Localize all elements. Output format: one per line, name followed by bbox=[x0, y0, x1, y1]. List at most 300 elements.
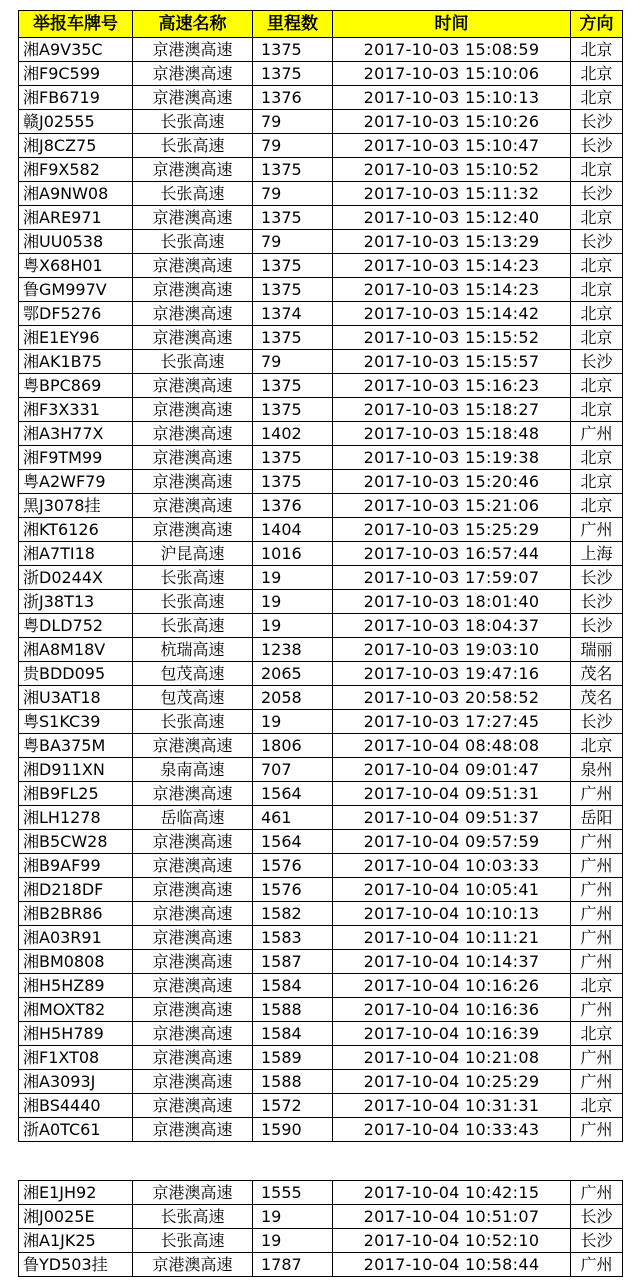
table-row bbox=[19, 1205, 623, 1229]
highway-cell: 长张高速 bbox=[133, 350, 253, 374]
table-row bbox=[19, 542, 623, 566]
highway-cell: 长张高速 bbox=[133, 1205, 253, 1229]
mileage-cell: 1375 bbox=[253, 278, 333, 302]
table-row bbox=[19, 1181, 623, 1205]
mileage-cell: 1238 bbox=[253, 638, 333, 662]
mileage-cell: 1375 bbox=[253, 62, 333, 86]
direction-cell: 长沙 bbox=[571, 566, 623, 590]
direction-cell: 广州 bbox=[571, 998, 623, 1022]
direction-cell: 广州 bbox=[571, 1118, 623, 1142]
highway-cell: 京港澳高速 bbox=[133, 38, 253, 62]
mileage-cell: 1584 bbox=[253, 974, 333, 998]
plate-cell: 湘ARE971 bbox=[19, 206, 133, 230]
time-cell: 2017-10-04 10:16:36 bbox=[333, 998, 571, 1022]
mileage-cell: 1375 bbox=[253, 206, 333, 230]
direction-cell: 广州 bbox=[571, 782, 623, 806]
plate-cell: 湘AK1B75 bbox=[19, 350, 133, 374]
time-cell: 2017-10-03 15:14:23 bbox=[333, 278, 571, 302]
mileage-cell: 1572 bbox=[253, 1094, 333, 1118]
mileage-cell: 1583 bbox=[253, 926, 333, 950]
plate-cell: 湘MOXT82 bbox=[19, 998, 133, 1022]
table-row bbox=[19, 662, 623, 686]
mileage-cell: 79 bbox=[253, 110, 333, 134]
direction-cell: 北京 bbox=[571, 302, 623, 326]
plate-cell: 湘B5CW28 bbox=[19, 830, 133, 854]
table-row bbox=[19, 62, 623, 86]
table-row bbox=[19, 38, 623, 62]
direction-cell: 北京 bbox=[571, 158, 623, 182]
mileage-cell: 1806 bbox=[253, 734, 333, 758]
direction-cell: 长沙 bbox=[571, 710, 623, 734]
table-row bbox=[19, 734, 623, 758]
time-cell: 2017-10-04 10:33:43 bbox=[333, 1118, 571, 1142]
time-cell: 2017-10-04 10:16:39 bbox=[333, 1022, 571, 1046]
table-row bbox=[19, 686, 623, 710]
plate-cell: 浙D0244X bbox=[19, 566, 133, 590]
table-row bbox=[19, 1229, 623, 1253]
table-row bbox=[19, 782, 623, 806]
time-cell: 2017-10-03 15:18:48 bbox=[333, 422, 571, 446]
highway-cell: 沪昆高速 bbox=[133, 542, 253, 566]
mileage-cell: 19 bbox=[253, 1205, 333, 1229]
time-cell: 2017-10-04 10:25:29 bbox=[333, 1070, 571, 1094]
plate-cell: 鄂DF5276 bbox=[19, 302, 133, 326]
time-cell: 2017-10-04 09:51:37 bbox=[333, 806, 571, 830]
plate-cell: 湘F9X582 bbox=[19, 158, 133, 182]
time-cell: 2017-10-04 09:51:31 bbox=[333, 782, 571, 806]
plate-cell: 鲁YD503挂 bbox=[19, 1253, 133, 1277]
time-cell: 2017-10-03 15:10:06 bbox=[333, 62, 571, 86]
plate-cell: 贵BDD095 bbox=[19, 662, 133, 686]
plate-cell: 湘F9TM99 bbox=[19, 446, 133, 470]
highway-cell: 京港澳高速 bbox=[133, 1094, 253, 1118]
table-row bbox=[19, 998, 623, 1022]
highway-cell: 京港澳高速 bbox=[133, 374, 253, 398]
mileage-cell: 1376 bbox=[253, 86, 333, 110]
time-cell: 2017-10-03 15:10:13 bbox=[333, 86, 571, 110]
direction-cell: 泉州 bbox=[571, 758, 623, 782]
plate-cell: 浙A0TC61 bbox=[19, 1118, 133, 1142]
highway-cell: 京港澳高速 bbox=[133, 782, 253, 806]
table-row bbox=[19, 86, 623, 110]
plate-cell: 粤DLD752 bbox=[19, 614, 133, 638]
time-cell: 2017-10-04 10:31:31 bbox=[333, 1094, 571, 1118]
plate-cell: 湘F9C599 bbox=[19, 62, 133, 86]
direction-cell: 北京 bbox=[571, 494, 623, 518]
table-row bbox=[19, 614, 623, 638]
mileage-cell: 1375 bbox=[253, 254, 333, 278]
header-mileage: 里程数 bbox=[253, 11, 333, 38]
plate-cell: 湘U3AT18 bbox=[19, 686, 133, 710]
plate-cell: 粤X68H01 bbox=[19, 254, 133, 278]
time-cell: 2017-10-03 15:10:47 bbox=[333, 134, 571, 158]
mileage-cell: 1402 bbox=[253, 422, 333, 446]
mileage-cell: 19 bbox=[253, 566, 333, 590]
table-row bbox=[19, 374, 623, 398]
time-cell: 2017-10-03 15:13:29 bbox=[333, 230, 571, 254]
time-cell: 2017-10-03 19:03:10 bbox=[333, 638, 571, 662]
highway-cell: 京港澳高速 bbox=[133, 518, 253, 542]
mileage-cell: 1555 bbox=[253, 1181, 333, 1205]
highway-cell: 京港澳高速 bbox=[133, 854, 253, 878]
mileage-cell: 1584 bbox=[253, 1022, 333, 1046]
mileage-cell: 1589 bbox=[253, 1046, 333, 1070]
highway-cell: 京港澳高速 bbox=[133, 302, 253, 326]
plate-cell: 湘E1EY96 bbox=[19, 326, 133, 350]
time-cell: 2017-10-03 15:10:52 bbox=[333, 158, 571, 182]
highway-cell: 京港澳高速 bbox=[133, 734, 253, 758]
time-cell: 2017-10-03 15:14:42 bbox=[333, 302, 571, 326]
plate-cell: 粤S1KC39 bbox=[19, 710, 133, 734]
mileage-cell: 1404 bbox=[253, 518, 333, 542]
header-time: 时间 bbox=[333, 11, 571, 38]
plate-cell: 湘H5H789 bbox=[19, 1022, 133, 1046]
direction-cell: 北京 bbox=[571, 470, 623, 494]
mileage-cell: 1375 bbox=[253, 38, 333, 62]
plate-cell: 湘LH1278 bbox=[19, 806, 133, 830]
direction-cell: 北京 bbox=[571, 86, 623, 110]
highway-cell: 京港澳高速 bbox=[133, 950, 253, 974]
report-table-continued bbox=[18, 1180, 623, 1277]
plate-cell: 湘UU0538 bbox=[19, 230, 133, 254]
highway-cell: 京港澳高速 bbox=[133, 1118, 253, 1142]
table-row bbox=[19, 158, 623, 182]
direction-cell: 茂名 bbox=[571, 686, 623, 710]
mileage-cell: 1375 bbox=[253, 470, 333, 494]
time-cell: 2017-10-03 18:04:37 bbox=[333, 614, 571, 638]
plate-cell: 湘B9FL25 bbox=[19, 782, 133, 806]
table-row bbox=[19, 422, 623, 446]
time-cell: 2017-10-04 10:42:15 bbox=[333, 1181, 571, 1205]
highway-cell: 长张高速 bbox=[133, 134, 253, 158]
plate-cell: 湘A3093J bbox=[19, 1070, 133, 1094]
time-cell: 2017-10-03 18:01:40 bbox=[333, 590, 571, 614]
highway-cell: 京港澳高速 bbox=[133, 1070, 253, 1094]
plate-cell: 湘B9AF99 bbox=[19, 854, 133, 878]
direction-cell: 瑞丽 bbox=[571, 638, 623, 662]
highway-cell: 岳临高速 bbox=[133, 806, 253, 830]
direction-cell: 北京 bbox=[571, 38, 623, 62]
table-row bbox=[19, 758, 623, 782]
plate-cell: 浙J38T13 bbox=[19, 590, 133, 614]
time-cell: 2017-10-04 10:14:37 bbox=[333, 950, 571, 974]
time-cell: 2017-10-03 15:21:06 bbox=[333, 494, 571, 518]
table-row bbox=[19, 470, 623, 494]
highway-cell: 京港澳高速 bbox=[133, 470, 253, 494]
highway-cell: 京港澳高速 bbox=[133, 254, 253, 278]
direction-cell: 北京 bbox=[571, 734, 623, 758]
mileage-cell: 19 bbox=[253, 710, 333, 734]
mileage-cell: 1582 bbox=[253, 902, 333, 926]
highway-cell: 包茂高速 bbox=[133, 686, 253, 710]
direction-cell: 北京 bbox=[571, 206, 623, 230]
highway-cell: 京港澳高速 bbox=[133, 878, 253, 902]
time-cell: 2017-10-04 09:01:47 bbox=[333, 758, 571, 782]
time-cell: 2017-10-03 15:10:26 bbox=[333, 110, 571, 134]
direction-cell: 广州 bbox=[571, 878, 623, 902]
highway-cell: 京港澳高速 bbox=[133, 902, 253, 926]
highway-cell: 京港澳高速 bbox=[133, 1181, 253, 1205]
table-row bbox=[19, 398, 623, 422]
table-row bbox=[19, 1022, 623, 1046]
table-row bbox=[19, 1253, 623, 1277]
time-cell: 2017-10-03 15:16:23 bbox=[333, 374, 571, 398]
mileage-cell: 1588 bbox=[253, 998, 333, 1022]
plate-cell: 粤BA375M bbox=[19, 734, 133, 758]
direction-cell: 北京 bbox=[571, 278, 623, 302]
direction-cell: 长沙 bbox=[571, 590, 623, 614]
time-cell: 2017-10-03 15:15:52 bbox=[333, 326, 571, 350]
direction-cell: 长沙 bbox=[571, 1205, 623, 1229]
plate-cell: 粤BPC869 bbox=[19, 374, 133, 398]
table-row bbox=[19, 494, 623, 518]
plate-cell: 鲁GM997V bbox=[19, 278, 133, 302]
mileage-cell: 79 bbox=[253, 134, 333, 158]
mileage-cell: 1576 bbox=[253, 878, 333, 902]
direction-cell: 长沙 bbox=[571, 110, 623, 134]
table-row bbox=[19, 830, 623, 854]
highway-cell: 京港澳高速 bbox=[133, 206, 253, 230]
mileage-cell: 1564 bbox=[253, 830, 333, 854]
table-row bbox=[19, 110, 623, 134]
time-cell: 2017-10-04 10:21:08 bbox=[333, 1046, 571, 1070]
highway-cell: 杭瑞高速 bbox=[133, 638, 253, 662]
table-row bbox=[19, 518, 623, 542]
time-cell: 2017-10-04 10:58:44 bbox=[333, 1253, 571, 1277]
mileage-cell: 79 bbox=[253, 350, 333, 374]
direction-cell: 岳阳 bbox=[571, 806, 623, 830]
direction-cell: 茂名 bbox=[571, 662, 623, 686]
mileage-cell: 1564 bbox=[253, 782, 333, 806]
header-direction: 方向 bbox=[571, 11, 623, 38]
mileage-cell: 19 bbox=[253, 590, 333, 614]
direction-cell: 广州 bbox=[571, 854, 623, 878]
plate-cell: 湘A7TI18 bbox=[19, 542, 133, 566]
time-cell: 2017-10-03 15:14:23 bbox=[333, 254, 571, 278]
highway-cell: 长张高速 bbox=[133, 182, 253, 206]
highway-cell: 长张高速 bbox=[133, 230, 253, 254]
highway-cell: 京港澳高速 bbox=[133, 326, 253, 350]
time-cell: 2017-10-04 09:57:59 bbox=[333, 830, 571, 854]
direction-cell: 长沙 bbox=[571, 230, 623, 254]
direction-cell: 长沙 bbox=[571, 1229, 623, 1253]
highway-cell: 包茂高速 bbox=[133, 662, 253, 686]
mileage-cell: 2065 bbox=[253, 662, 333, 686]
plate-cell: 湘BS4440 bbox=[19, 1094, 133, 1118]
direction-cell: 北京 bbox=[571, 254, 623, 278]
highway-cell: 京港澳高速 bbox=[133, 494, 253, 518]
direction-cell: 北京 bbox=[571, 374, 623, 398]
highway-cell: 京港澳高速 bbox=[133, 446, 253, 470]
table-row bbox=[19, 230, 623, 254]
report-table bbox=[18, 10, 623, 1142]
mileage-cell: 1375 bbox=[253, 446, 333, 470]
highway-cell: 京港澳高速 bbox=[133, 62, 253, 86]
direction-cell: 广州 bbox=[571, 1070, 623, 1094]
table-row bbox=[19, 710, 623, 734]
direction-cell: 长沙 bbox=[571, 614, 623, 638]
mileage-cell: 1374 bbox=[253, 302, 333, 326]
table-row bbox=[19, 1070, 623, 1094]
time-cell: 2017-10-03 17:59:07 bbox=[333, 566, 571, 590]
table-row bbox=[19, 278, 623, 302]
table-row bbox=[19, 350, 623, 374]
mileage-cell: 1590 bbox=[253, 1118, 333, 1142]
direction-cell: 北京 bbox=[571, 326, 623, 350]
table-row bbox=[19, 974, 623, 998]
direction-cell: 广州 bbox=[571, 1046, 623, 1070]
time-cell: 2017-10-03 15:20:46 bbox=[333, 470, 571, 494]
mileage-cell: 79 bbox=[253, 230, 333, 254]
table-row bbox=[19, 1118, 623, 1142]
plate-cell: 湘H5HZ89 bbox=[19, 974, 133, 998]
plate-cell: 湘B2BR86 bbox=[19, 902, 133, 926]
plate-cell: 黑J3078挂 bbox=[19, 494, 133, 518]
highway-cell: 京港澳高速 bbox=[133, 1253, 253, 1277]
plate-cell: 湘A9NW08 bbox=[19, 182, 133, 206]
time-cell: 2017-10-03 15:18:27 bbox=[333, 398, 571, 422]
time-cell: 2017-10-03 17:27:45 bbox=[333, 710, 571, 734]
table-row bbox=[19, 446, 623, 470]
highway-cell: 京港澳高速 bbox=[133, 830, 253, 854]
time-cell: 2017-10-03 15:15:57 bbox=[333, 350, 571, 374]
mileage-cell: 1376 bbox=[253, 494, 333, 518]
time-cell: 2017-10-04 10:11:21 bbox=[333, 926, 571, 950]
plate-cell: 湘F1XT08 bbox=[19, 1046, 133, 1070]
table-row bbox=[19, 902, 623, 926]
plate-cell: 湘FB6719 bbox=[19, 86, 133, 110]
time-cell: 2017-10-03 15:25:29 bbox=[333, 518, 571, 542]
plate-cell: 湘D218DF bbox=[19, 878, 133, 902]
direction-cell: 北京 bbox=[571, 1094, 623, 1118]
mileage-cell: 1375 bbox=[253, 158, 333, 182]
highway-cell: 泉南高速 bbox=[133, 758, 253, 782]
time-cell: 2017-10-04 10:03:33 bbox=[333, 854, 571, 878]
time-cell: 2017-10-03 15:19:38 bbox=[333, 446, 571, 470]
table-row bbox=[19, 206, 623, 230]
direction-cell: 北京 bbox=[571, 1022, 623, 1046]
direction-cell: 北京 bbox=[571, 398, 623, 422]
plate-cell: 湘KT6126 bbox=[19, 518, 133, 542]
direction-cell: 北京 bbox=[571, 446, 623, 470]
table-row bbox=[19, 590, 623, 614]
direction-cell: 北京 bbox=[571, 974, 623, 998]
highway-cell: 长张高速 bbox=[133, 614, 253, 638]
header-row bbox=[19, 11, 623, 38]
direction-cell: 上海 bbox=[571, 542, 623, 566]
direction-cell: 长沙 bbox=[571, 134, 623, 158]
highway-cell: 京港澳高速 bbox=[133, 398, 253, 422]
direction-cell: 广州 bbox=[571, 1253, 623, 1277]
mileage-cell: 79 bbox=[253, 182, 333, 206]
mileage-cell: 19 bbox=[253, 1229, 333, 1253]
direction-cell: 广州 bbox=[571, 422, 623, 446]
plate-cell: 湘A3H77X bbox=[19, 422, 133, 446]
plate-cell: 湘D911XN bbox=[19, 758, 133, 782]
time-cell: 2017-10-04 10:51:07 bbox=[333, 1205, 571, 1229]
mileage-cell: 2058 bbox=[253, 686, 333, 710]
mileage-cell: 1375 bbox=[253, 374, 333, 398]
highway-cell: 长张高速 bbox=[133, 110, 253, 134]
mileage-cell: 1375 bbox=[253, 398, 333, 422]
plate-cell: 粤A2WF79 bbox=[19, 470, 133, 494]
time-cell: 2017-10-03 20:58:52 bbox=[333, 686, 571, 710]
time-cell: 2017-10-04 08:48:08 bbox=[333, 734, 571, 758]
plate-cell: 湘A03R91 bbox=[19, 926, 133, 950]
direction-cell: 广州 bbox=[571, 950, 623, 974]
mileage-cell: 461 bbox=[253, 806, 333, 830]
highway-cell: 京港澳高速 bbox=[133, 998, 253, 1022]
header-plate: 举报车牌号 bbox=[19, 11, 133, 38]
direction-cell: 长沙 bbox=[571, 182, 623, 206]
direction-cell: 广州 bbox=[571, 518, 623, 542]
table-row bbox=[19, 926, 623, 950]
table-row bbox=[19, 638, 623, 662]
mileage-cell: 1576 bbox=[253, 854, 333, 878]
table-row bbox=[19, 806, 623, 830]
highway-cell: 京港澳高速 bbox=[133, 86, 253, 110]
time-cell: 2017-10-04 10:10:13 bbox=[333, 902, 571, 926]
direction-cell: 长沙 bbox=[571, 350, 623, 374]
mileage-cell: 1587 bbox=[253, 950, 333, 974]
highway-cell: 京港澳高速 bbox=[133, 1046, 253, 1070]
mileage-cell: 1016 bbox=[253, 542, 333, 566]
time-cell: 2017-10-04 10:05:41 bbox=[333, 878, 571, 902]
direction-cell: 北京 bbox=[571, 62, 623, 86]
mileage-cell: 1787 bbox=[253, 1253, 333, 1277]
highway-cell: 长张高速 bbox=[133, 1229, 253, 1253]
plate-cell: 湘J8CZ75 bbox=[19, 134, 133, 158]
table-row bbox=[19, 134, 623, 158]
plate-cell: 湘J0025E bbox=[19, 1205, 133, 1229]
plate-cell: 湘A8M18V bbox=[19, 638, 133, 662]
plate-cell: 赣J02555 bbox=[19, 110, 133, 134]
plate-cell: 湘E1JH92 bbox=[19, 1181, 133, 1205]
direction-cell: 广州 bbox=[571, 1181, 623, 1205]
time-cell: 2017-10-03 16:57:44 bbox=[333, 542, 571, 566]
highway-cell: 京港澳高速 bbox=[133, 974, 253, 998]
highway-cell: 长张高速 bbox=[133, 710, 253, 734]
table-row bbox=[19, 326, 623, 350]
plate-cell: 湘A1JK25 bbox=[19, 1229, 133, 1253]
highway-cell: 京港澳高速 bbox=[133, 278, 253, 302]
plate-cell: 湘BM0808 bbox=[19, 950, 133, 974]
table-row bbox=[19, 854, 623, 878]
time-cell: 2017-10-03 19:47:16 bbox=[333, 662, 571, 686]
highway-cell: 长张高速 bbox=[133, 590, 253, 614]
highway-cell: 京港澳高速 bbox=[133, 422, 253, 446]
highway-cell: 京港澳高速 bbox=[133, 158, 253, 182]
table-row bbox=[19, 254, 623, 278]
time-cell: 2017-10-03 15:12:40 bbox=[333, 206, 571, 230]
direction-cell: 广州 bbox=[571, 830, 623, 854]
highway-cell: 长张高速 bbox=[133, 566, 253, 590]
table-row bbox=[19, 1094, 623, 1118]
mileage-cell: 1375 bbox=[253, 326, 333, 350]
mileage-cell: 707 bbox=[253, 758, 333, 782]
table-row bbox=[19, 182, 623, 206]
plate-cell: 湘F3X331 bbox=[19, 398, 133, 422]
time-cell: 2017-10-04 10:52:10 bbox=[333, 1229, 571, 1253]
direction-cell: 广州 bbox=[571, 926, 623, 950]
time-cell: 2017-10-03 15:08:59 bbox=[333, 38, 571, 62]
table-row bbox=[19, 566, 623, 590]
plate-cell: 湘A9V35C bbox=[19, 38, 133, 62]
table-row bbox=[19, 950, 623, 974]
time-cell: 2017-10-04 10:16:26 bbox=[333, 974, 571, 998]
table-row bbox=[19, 1046, 623, 1070]
mileage-cell: 1588 bbox=[253, 1070, 333, 1094]
